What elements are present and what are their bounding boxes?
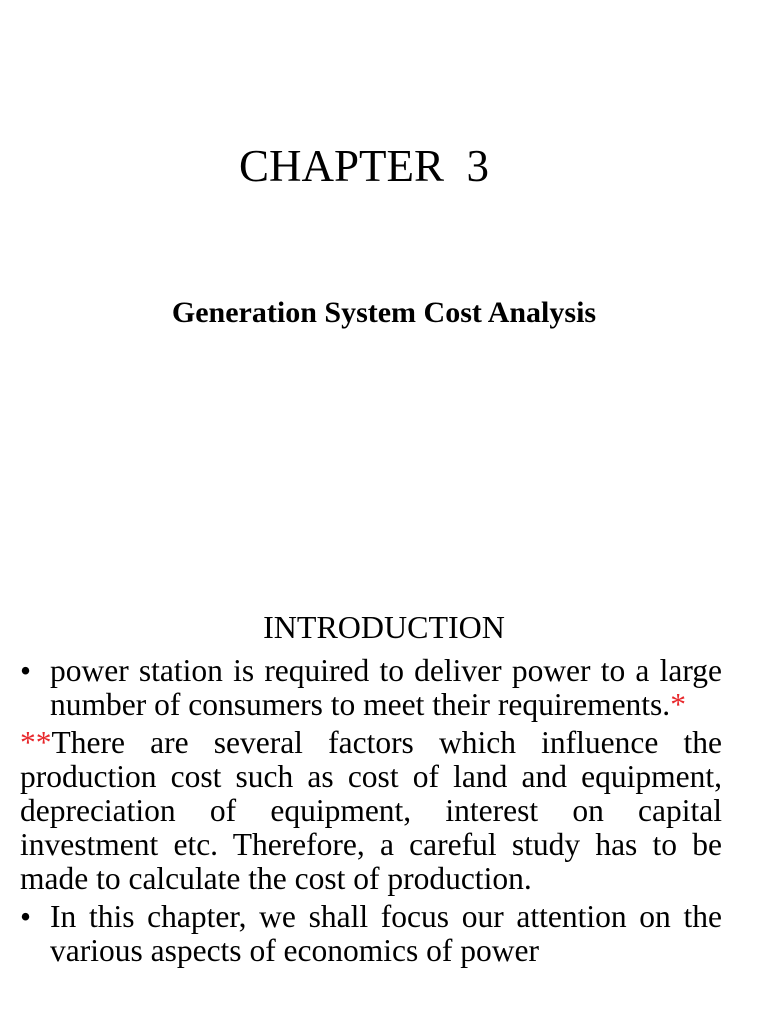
- bullet-item-chapter-focus: [20, 900, 722, 968]
- bullet-item-power-station: [20, 654, 722, 722]
- bullet-icon: •: [20, 653, 32, 688]
- double-asterisk-marker: **: [20, 725, 52, 760]
- paragraph-production-cost: [20, 726, 722, 896]
- chapter-heading: CHAPTER 3: [238, 141, 490, 191]
- bullet-text: In this chapter, we shall focus our attention on the various aspects of economics of power: [50, 899, 722, 968]
- bullet-icon: •: [20, 899, 32, 934]
- chapter-subtitle: Generation System Cost Analysis: [171, 296, 597, 329]
- paragraph-text: There are several factors which influence the production cost such as cost of land and equipment, depreciation of equipment, interest on capital investment etc. Therefore, a careful study has to be made to calculate the cost of production.: [20, 725, 722, 896]
- section-title: INTRODUCTION: [263, 609, 505, 645]
- asterisk-marker: *: [670, 687, 686, 722]
- bullet-text: power station is required to deliver power to a large number of consumers to meet their requirements.: [50, 653, 722, 722]
- introduction-body: [20, 654, 722, 972]
